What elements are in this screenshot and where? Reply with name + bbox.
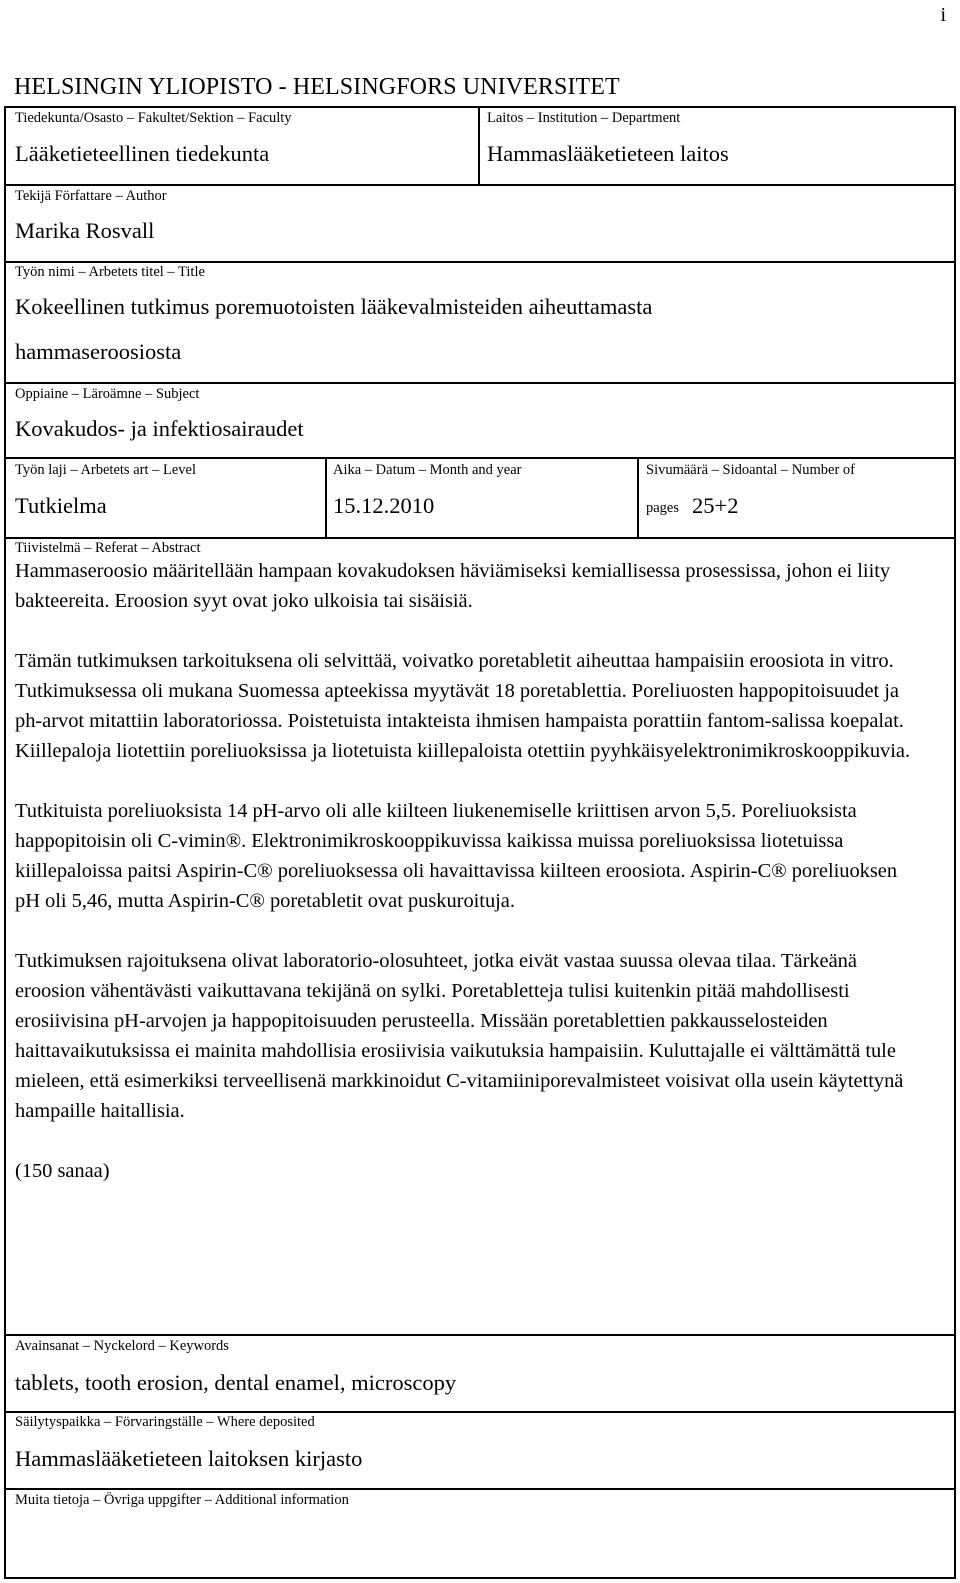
word-count: (150 sanaa) bbox=[15, 1160, 110, 1182]
divider bbox=[325, 457, 327, 537]
divider bbox=[6, 1488, 954, 1490]
pages-label-continued: pages bbox=[646, 500, 680, 516]
divider bbox=[6, 261, 954, 263]
date-value: 15.12.2010 bbox=[333, 493, 435, 518]
deposited-label: Säilytyspaikka – Förvaringställe – Where deposited bbox=[15, 1414, 315, 1430]
abstract-label: Tiivistelmä – Referat – Abstract bbox=[15, 540, 201, 556]
title-label: Työn nimi – Arbetets titel – Title bbox=[15, 264, 205, 280]
level-label: Työn laji – Arbetets art – Level bbox=[15, 462, 196, 478]
deposited-value: Hammaslääketieteen laitoksen kirjasto bbox=[15, 1446, 363, 1471]
abstract-paragraph: Tutkituista poreliuoksista 14 pH-arvo oli alle kiilteen liukenemiselle kriittisen arvon 5,5. Poreliuoksista happopitoisin oli C-vimin®. Elektronimikroskooppikuvissa kaikissa muissa poreliuoksissa liotetuissa kiillepaloissa paitsi Aspirin-C® poreliuoksessa oli havaittavissa kiilteen eroosiota. Aspirin-C® poreliuoksen pH oli 5,46, mutta Aspirin-C® poretabletit ovat puskuroituja. bbox=[15, 800, 898, 912]
university-title: HELSINGIN YLIOPISTO - HELSINGFORS UNIVERSITET bbox=[14, 74, 620, 100]
author-value: Marika Rosvall bbox=[15, 218, 155, 243]
thesis-title-line-2: hammaseroosiosta bbox=[15, 339, 182, 364]
thesis-title-line-1: Kokeellinen tutkimus poremuotoisten lääkevalmisteiden aiheuttamasta bbox=[15, 294, 653, 319]
abstract-paragraph: Hammaseroosio määritellään hampaan kovakudoksen häviämiseksi kemiallisessa prosessissa, johon ei liity bakteereita. Eroosion syyt ovat joko ulkoisia tai sisäisiä. bbox=[15, 560, 891, 612]
page-number: i bbox=[940, 4, 946, 26]
divider bbox=[6, 184, 954, 186]
subject-value: Kovakudos- ja infektiosairaudet bbox=[15, 416, 304, 441]
keywords-value: tablets, tooth erosion, dental enamel, microscopy bbox=[15, 1370, 457, 1395]
additional-label: Muita tietoja – Övriga uppgifter – Additional information bbox=[15, 1492, 349, 1508]
faculty-value: Lääketieteellinen tiedekunta bbox=[15, 141, 270, 166]
department-value: Hammaslääketieteen laitos bbox=[487, 141, 729, 166]
pages-value: 25+2 bbox=[692, 493, 739, 518]
divider bbox=[478, 108, 480, 184]
keywords-label: Avainsanat – Nyckelord – Keywords bbox=[15, 1338, 229, 1354]
department-label: Laitos – Institution – Department bbox=[487, 110, 681, 126]
divider bbox=[6, 1334, 954, 1336]
divider bbox=[637, 457, 639, 537]
abstract-body bbox=[15, 556, 911, 1186]
divider bbox=[6, 457, 954, 459]
abstract-form bbox=[4, 106, 956, 1579]
abstract-paragraph: Tutkimuksen rajoituksena olivat laboratorio-olosuhteet, jotka eivät vastaa suussa olevaa tilaa. Tärkeänä eroosion vähentävästi vaikuttavana tekijänä on sylki. Poretabletteja tulisi kuitenkin pitää mahdollisesti erosiivisina pH-arvojen ja happopitoisuuden perusteella. Missään poretablettien pakkausselosteiden haittavaikutuksissa ei mainita mahdollisia erosiivisia vaikutuksia hampaisiin. Kuluttajalle ei välttämättä tule mieleen, että esimerkiksi terveellisenä markkinoidut C-vitamiiniporevalmisteet voisivat olla usein käytettynä hampaille haitallisia. bbox=[15, 950, 904, 1122]
date-label: Aika – Datum – Month and year bbox=[333, 462, 522, 478]
level-value: Tutkielma bbox=[15, 493, 107, 518]
subject-label: Oppiaine – Läroämne – Subject bbox=[15, 386, 200, 402]
divider bbox=[6, 382, 954, 384]
faculty-label: Tiedekunta/Osasto – Fakultet/Sektion – Faculty bbox=[15, 110, 292, 126]
author-label: Tekijä Författare – Author bbox=[15, 188, 167, 204]
abstract-paragraph: Tämän tutkimuksen tarkoituksena oli selvittää, voivatko poretabletit aiheuttaa hampaisiin eroosiota in vitro. Tutkimuksessa oli mukana Suomessa apteekissa myytävät 18 poretablettia. Poreliuosten happopitoisuudet ja ph-arvot mitattiin laboratoriossa. Poistetuista intakteista ihmisen hampaista porattiin fantom-salissa koepalat. Kiillepaloja liotettiin poreliuoksissa ja liotetuista kiillepaloista otettiin pyyhkäisyelektronimikroskooppikuvia. bbox=[15, 650, 911, 762]
pages-label: Sivumäärä – Sidoantal – Number of bbox=[646, 462, 855, 478]
divider bbox=[6, 1411, 954, 1413]
divider bbox=[6, 537, 954, 539]
